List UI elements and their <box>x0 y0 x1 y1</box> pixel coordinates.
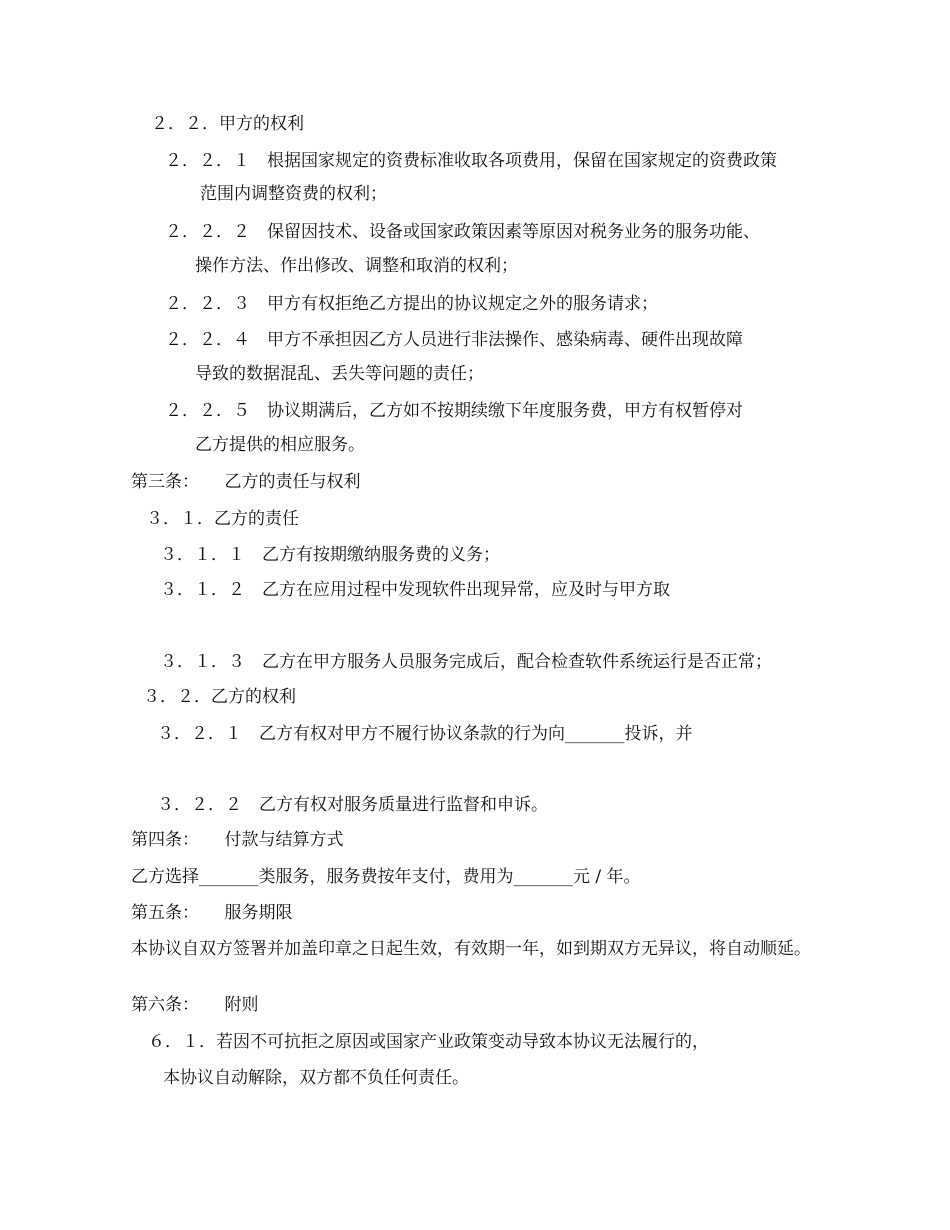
section-heading-3-2: ３．２．乙方的权利 <box>143 687 296 707</box>
clause-3-1-1: ３．１．１ 乙方有按期缴纳服务费的义务； <box>160 545 500 565</box>
clause-2-2-4-continued: 导致的数据混乱、丢失等问题的责任； <box>195 364 484 384</box>
clause-2-2-5-continued: 乙方提供的相应服务。 <box>195 435 365 455</box>
article-4-body: 乙方选择_______类服务，服务费按年支付，费用为_______元 / 年。 <box>131 867 641 887</box>
clause-3-2-1: ３．２．１ 乙方有权对甲方不履行协议条款的行为向_______投诉，并 <box>157 724 693 744</box>
clause-2-2-3: ２．２．３ 甲方有权拒绝乙方提出的协议规定之外的服务请求； <box>165 294 658 314</box>
article-4-heading: 第四条： 付款与结算方式 <box>131 830 344 850</box>
clause-3-1-3: ３．１．３ 乙方在甲方服务人员服务完成后，配合检查软件系统运行是否正常； <box>160 652 772 672</box>
article-5-body: 本协议自双方签署并加盖印章之日起生效，有效期一年，如到期双方无异议，将自动顺延。 <box>131 939 811 959</box>
section-heading-2-2: ２．２．甲方的权利 <box>151 114 304 134</box>
article-3-heading: 第三条： 乙方的责任与权利 <box>131 472 361 492</box>
clause-2-2-1-continued: 范围内调整资费的权利； <box>200 184 387 204</box>
clause-2-2-5: ２．２．５ 协议期满后，乙方如不按期续缴下年度服务费，甲方有权暂停对 <box>165 401 743 421</box>
section-heading-3-1: ３．１．乙方的责任 <box>146 509 299 529</box>
article-6-heading: 第六条： 附则 <box>131 995 259 1015</box>
clause-3-2-2: ３．２．２ 乙方有权对服务质量进行监督和申诉。 <box>157 795 548 815</box>
clause-2-2-4: ２．２．４ 甲方不承担因乙方人员进行非法操作、感染病毒、硬件出现故障 <box>165 330 743 350</box>
clause-3-1-2: ３．１．２ 乙方在应用过程中发现软件出现异常，应及时与甲方取 <box>160 580 670 600</box>
clause-2-2-1: ２．２．１ 根据国家规定的资费标准收取各项费用，保留在国家规定的资费政策 <box>165 151 777 171</box>
clause-2-2-2-continued: 操作方法、作出修改、调整和取消的权利； <box>195 256 518 276</box>
clause-2-2-2: ２．２．２ 保留因技术、设备或国家政策因素等原因对税务业务的服务功能、 <box>165 222 760 242</box>
clause-6-1: ６．１．若因不可抗拒之原因或国家产业政策变动导致本协议无法履行的， <box>148 1032 709 1052</box>
clause-6-1-continued: 本协议自动解除，双方都不负任何责任。 <box>163 1068 469 1088</box>
article-5-heading: 第五条： 服务期限 <box>131 903 293 923</box>
